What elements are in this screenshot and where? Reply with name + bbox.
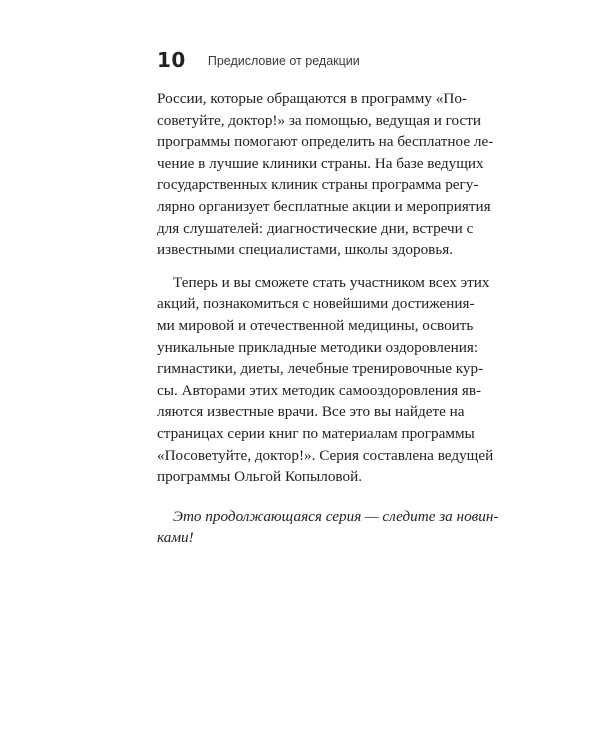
text-line: ляются известные врачи. Все это вы найдете на: [157, 403, 465, 421]
section-title: Предисловие от редакции: [207, 54, 360, 68]
paragraph-spacing: [157, 261, 453, 272]
text-line: Это продолжающаяся серия — следите за новин-: [173, 507, 499, 525]
text-line: страницах серии книг по материалам программы: [157, 424, 475, 442]
text-line: известными специалистами, школы здоровья.: [157, 241, 454, 259]
text-line: гимнастики, диеты, лечебные тренировочные кур-: [157, 360, 484, 378]
text-line: программы помогают определить на бесплатное ле-: [157, 133, 494, 151]
text-line: «Посоветуйте, доктор!». Серия составлена ведущей: [157, 446, 494, 464]
text-line: акций, познакомиться с новейшими достижения-: [157, 295, 475, 313]
text-line: Теперь и вы сможете стать участником всех этих: [173, 273, 490, 291]
text-line: сы. Авторами этих методик самооздоровления яв-: [157, 381, 482, 399]
text-line: государственных клиник страны программа регу-: [157, 176, 479, 194]
text-line: для слушателей: диагностические дни, встречи с: [157, 219, 474, 237]
text-line: России, которые обращаются в программу «По-: [157, 90, 467, 107]
text-line: лярно организует бесплатные акции и мероприятия: [157, 197, 491, 215]
paragraph-spacing: [157, 488, 453, 506]
text-line: ми мировой и отечественной медицины, освоить: [157, 316, 474, 334]
running-header: [157, 47, 360, 73]
paragraph-2: [157, 272, 494, 488]
text-line: ками!: [157, 529, 194, 547]
text-line: чение в лучшие клиники страны. На базе ведущих: [157, 154, 484, 172]
page-number: 10: [157, 48, 186, 72]
paragraph-1: [157, 88, 494, 261]
paragraph-3-italic-note: [157, 506, 499, 549]
body-text: [157, 88, 499, 549]
text-line: программы Ольгой Копыловой.: [157, 468, 363, 486]
text-line: советуйте, доктор!» за помощью, ведущая и гости: [157, 111, 482, 129]
text-line: уникальные прикладные методики оздоровления:: [157, 338, 479, 356]
